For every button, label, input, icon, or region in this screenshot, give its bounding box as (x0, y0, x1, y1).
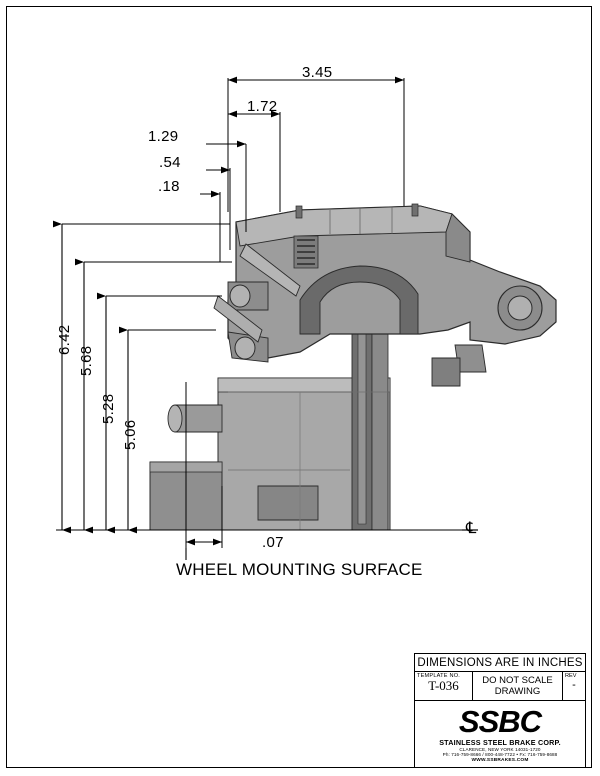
units-note: DIMENSIONS ARE IN INCHES (415, 654, 585, 672)
company-address: CLARENCE, NEW YORK 14031-1720 (459, 747, 541, 753)
revision-value: - (572, 679, 576, 691)
scale-note-line1: DO NOT SCALE (482, 675, 553, 686)
scale-note-line2: DRAWING (494, 686, 541, 697)
revision-cell (563, 672, 585, 700)
company-logo-block (415, 701, 585, 769)
ssbc-logo: SSBC (458, 704, 542, 740)
dimension-5-28: 5.28 (100, 393, 117, 424)
dimension-1-72: 1.72 (247, 98, 278, 115)
dimension-0-54: .54 (159, 154, 181, 171)
dimension-0-07: .07 (262, 534, 284, 551)
template-number-caption: TEMPLATE NO. (417, 673, 461, 679)
company-phone: Ph: 716-759-8666 / 800-448-7722 • Fx: 716-759-8688 (442, 752, 558, 758)
company-website: WWW.SSBRAKES.COM (471, 757, 529, 763)
centerline-symbol: ℄ (466, 520, 477, 537)
template-number-cell (415, 672, 473, 700)
wheel-mounting-surface-note: WHEEL MOUNTING SURFACE (176, 560, 423, 579)
revision-caption: REV (565, 673, 577, 679)
dimension-5-06: 5.06 (122, 419, 139, 450)
dimension-3-45: 3.45 (302, 64, 333, 81)
caliper-assembly (150, 204, 556, 530)
scale-note (473, 672, 563, 700)
dimension-0-18: .18 (158, 178, 180, 195)
dimension-1-29: 1.29 (148, 128, 179, 145)
title-block (414, 653, 586, 768)
dimension-5-68: 5.68 (78, 345, 95, 376)
template-number-value: T-036 (428, 678, 459, 693)
company-name: STAINLESS STEEL BRAKE CORP. (439, 738, 561, 748)
dimension-6-42: 6.42 (56, 324, 73, 355)
